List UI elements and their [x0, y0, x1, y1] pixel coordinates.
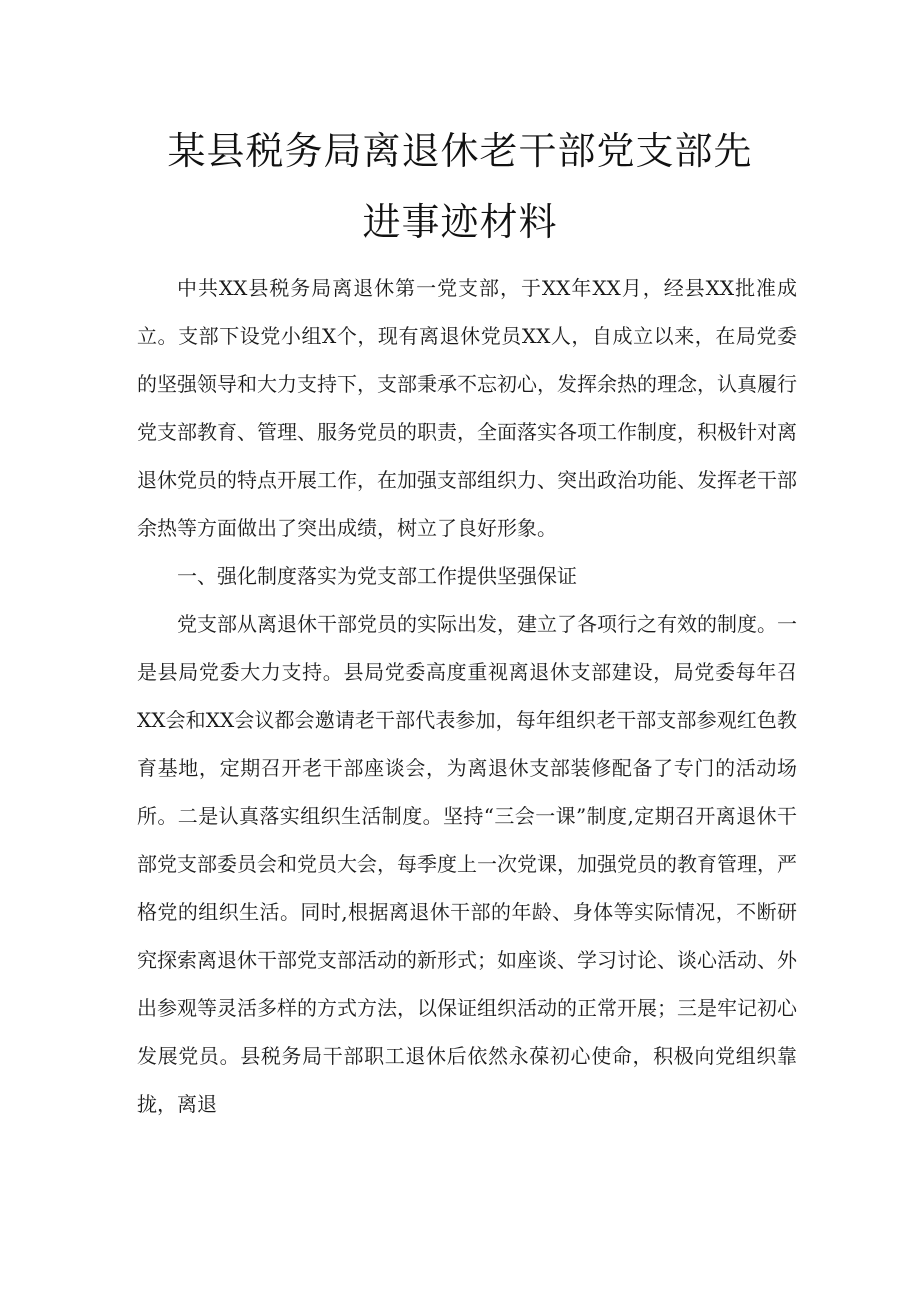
document-title-line-2: 进事迹材料 — [362, 200, 558, 244]
section-heading-1: 一、强化制度落实为党支部工作提供坚强保证 — [177, 564, 577, 588]
document-title-line-1: 某县税务局离退休老干部党支部先 — [167, 129, 753, 173]
document-body — [137, 264, 797, 1128]
intro-paragraph: 中共XX县税务局离退休第一党支部，于XX年XX月，经县XX批准成立。支部下设党小组X个，现有离退休党员XX人，自成立以来，在局党委的坚强领导和大力支持下，支部秉承不忘初心，发挥余热的理念，认真履行党支部教育、管理、服务党员的职责，全面落实各项工作制度，积极针对离退休党员的特点开展工作，在加强支部组织力、突出政治功能、发挥老干部余热等方面做出了突出成绩，树立了良好形象。 — [137, 276, 797, 540]
section-1-paragraph: 党支部从离退休干部党员的实际出发，建立了各项行之有效的制度。一是县局党委大力支持。县局党委高度重视离退休支部建设，局党委每年召XX会和XX会议都会邀请老干部代表参加，每年组织老干部支部参观红色教育基地，定期召开老干部座谈会，为离退休支部装修配备了专门的活动场所。二是认真落实组织生活制度。坚持“三会一课”制度,定期召开离退休干部党支部委员会和党员大会，每季度上一次党课，加强党员的教育管理，严格党的组织生活。同时,根据离退休干部的年龄、身体等实际情况，不断研究探索离退休干部党支部活动的新形式；如座谈、学习讨论、谈心活动、外出参观等灵活多样的方式方法，以保证组织活动的正常开展；三是牢记初心发展党员。县税务局干部职工退休后依然永葆初心使命，积极向党组织靠拢，离退 — [137, 612, 797, 1116]
